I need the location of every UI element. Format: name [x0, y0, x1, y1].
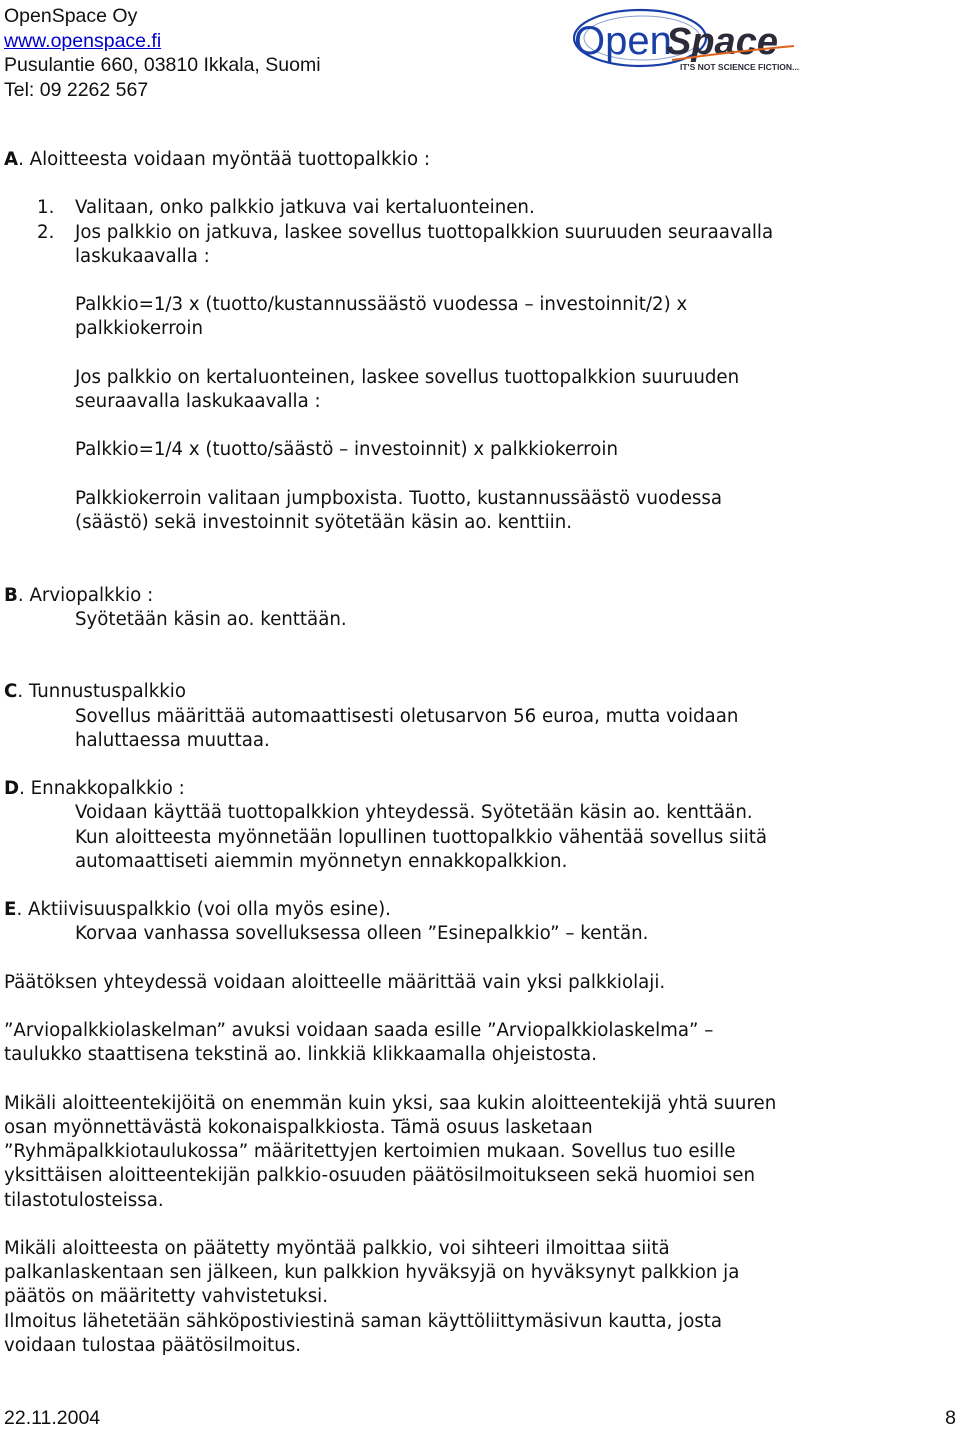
company-address: Pusulantie 660, 03810 Ikkala, Suomi [4, 54, 321, 76]
company-header [4, 4, 321, 102]
list-item-2-text-line1: Jos palkkio on jatkuva, laskee sovellus tuottopalkkion suuruuden seuraavalla [75, 221, 774, 243]
section-c-title: . Tunnustuspalkkio [17, 681, 186, 703]
section-e-heading [4, 898, 954, 922]
paragraph-4-line4: Ilmoitus lähetetään sähköpostiviestinä saman käyttöliittymäsivun kautta, josta [4, 1310, 723, 1332]
section-a-title: . Aloitteesta voidaan myöntää tuottopalkkio : [18, 149, 430, 170]
paragraph-2-line1: ”Arviopalkkiolaskelman” avuksi voidaan saada esille ”Arviopalkkiolaskelma” – [4, 1020, 714, 1042]
website-link[interactable]: www.openspace.fi [4, 29, 162, 52]
paragraph-3-line4: yksittäisen aloitteentekijän palkkio-osuuden päätösilmoitukseen sekä huomioi sen [4, 1165, 755, 1187]
formula-1-line1: Palkkio=1/3 x (tuotto/kustannussäästö vuodessa – investoinnit/2) x [75, 294, 688, 316]
section-d-title: . Ennakkopalkkio : [19, 778, 185, 800]
logo-word-space: Space [666, 21, 778, 63]
company-name: OpenSpace Oy [4, 5, 138, 27]
once-text-line2: seuraavalla laskukaavalla : [75, 390, 321, 412]
list-item-1 [4, 196, 954, 220]
document-body [4, 148, 954, 1358]
section-b-line1: Syötetään käsin ao. kenttään. [75, 608, 347, 630]
section-d-line1: Voidaan käyttää tuottopalkkion yhteydessä. Syötetään käsin ao. kenttään. [75, 802, 753, 824]
section-d-heading [4, 777, 954, 801]
section-c-heading [4, 680, 954, 704]
section-a-heading [4, 148, 954, 172]
formula-1-line2: palkkiokerroin [75, 318, 204, 340]
note-line1: Palkkiokerroin valitaan jumpboxista. Tuotto, kustannussäästö vuodessa [75, 487, 723, 509]
section-b-title: . Arviopalkkio : [17, 584, 154, 606]
logo-tagline: IT'S NOT SCIENCE FICTION... [680, 62, 800, 72]
section-d-line3: automaattiseti aiemmin myönnetyn ennakkopalkkion. [75, 850, 568, 872]
section-d-letter: D [4, 778, 20, 800]
section-b-heading [4, 584, 954, 608]
paragraph-4-line3: päätös on määritetty vahvistetuksi. [4, 1286, 329, 1308]
list-item-1-text: Valitaan, onko palkkio jatkuva vai kertaluonteinen. [75, 197, 535, 219]
list-item-2-text-line2: laskukaavalla : [75, 245, 210, 267]
openspace-logo [568, 2, 804, 78]
list-item-2-number: 2. [37, 221, 55, 243]
paragraph-3-line5: tilastotulosteissa. [4, 1189, 164, 1211]
footer-page-number: 8 [945, 1407, 956, 1429]
paragraph-3-line1: Mikäli aloitteentekijöitä on enemmän kuin yksi, saa kukin aloitteentekijä yhtä suuren [4, 1092, 777, 1114]
paragraph-1: Päätöksen yhteydessä voidaan aloitteelle määrittää vain yksi palkkiolaji. [4, 971, 666, 993]
list-item-2 [4, 221, 954, 245]
paragraph-3-line3: ”Ryhmäpalkkiotaulukossa” määritettyjen kertoimien mukaan. Sovellus tuo esille [4, 1141, 736, 1163]
section-c-line1: Sovellus määrittää automaattisesti oletusarvon 56 euroa, mutta voidaan [75, 705, 739, 727]
once-text-line1: Jos palkkio on kertaluonteinen, laskee sovellus tuottopalkkion suuruuden [75, 366, 740, 388]
logo-word-open: Open [574, 19, 672, 63]
company-phone: Tel: 09 2262 567 [4, 78, 149, 101]
paragraph-4-line1: Mikäli aloitteesta on päätetty myöntää palkkio, voi sihteeri ilmoittaa siitä [4, 1237, 670, 1259]
formula-2: Palkkio=1/4 x (tuotto/säästö – investoinnit) x palkkiokerroin [75, 439, 618, 461]
section-e-letter: E [4, 899, 17, 921]
section-e-title: . Aktiivisuuspalkkio (voi olla myös esine). [16, 899, 391, 921]
footer-date: 22.11.2004 [4, 1407, 101, 1429]
section-c-letter: C [4, 681, 18, 703]
note-line2: (säästö) sekä investoinnit syötetään käsin ao. kenttiin. [75, 511, 573, 533]
paragraph-4-line2: palkanlaskentaan sen jälkeen, kun palkkion hyväksyjä on hyväksynyt palkkion ja [4, 1262, 740, 1284]
section-d-line2: Kun aloitteesta myönnetään lopullinen tuottopalkkio vähentää sovellus siitä [75, 826, 768, 848]
paragraph-2-line2: taulukko staattisena tekstinä ao. linkkiä klikkaamalla ohjeistosta. [4, 1044, 597, 1066]
section-b-letter: B [4, 584, 18, 606]
section-e-line1: Korvaa vanhassa sovelluksessa olleen ”Esinepalkkio” – kentän. [75, 923, 649, 945]
section-c-line2: haluttaessa muuttaa. [75, 729, 270, 751]
section-a-letter: A [4, 149, 19, 170]
paragraph-3-line2: osan myönnettävästä kokonaispalkkiosta. Tämä osuus lasketaan [4, 1116, 593, 1138]
paragraph-4-line5: voidaan tulostaa päätösilmoitus. [4, 1334, 302, 1356]
list-item-1-number: 1. [37, 197, 55, 219]
